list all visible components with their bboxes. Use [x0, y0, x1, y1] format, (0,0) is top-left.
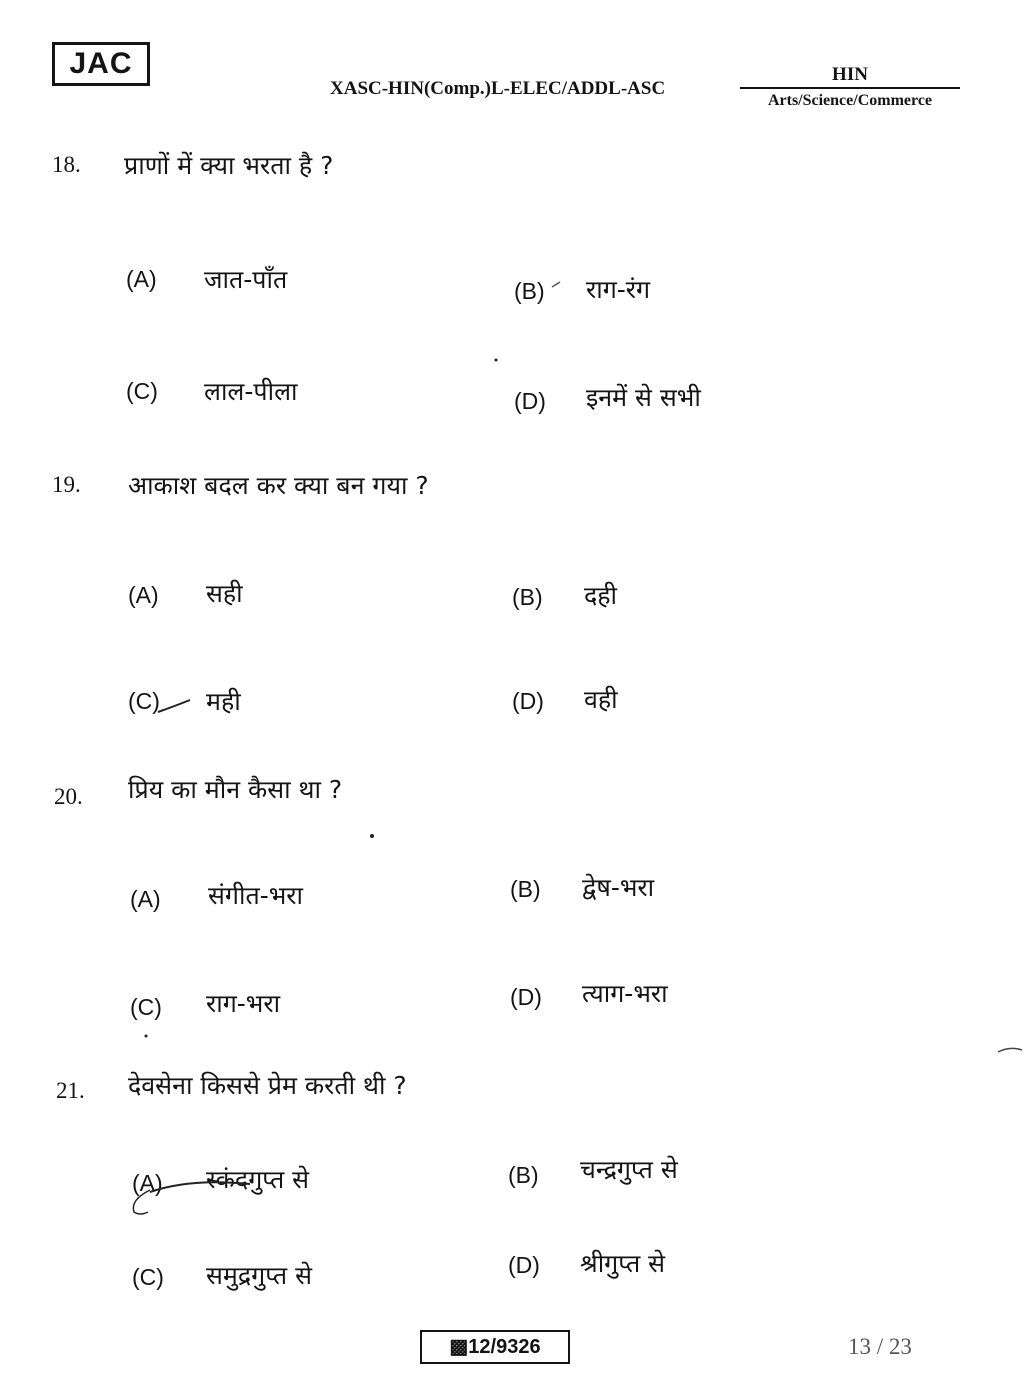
question-number: 19. [52, 472, 81, 497]
option-text: समुद्रगुप्त से [206, 1261, 312, 1290]
option-label: (A) [128, 582, 159, 608]
option-label: (B) [510, 876, 541, 902]
option-text: दही [584, 581, 618, 610]
footer-code-text: 12/9326 [468, 1336, 541, 1358]
option-text: लाल-पीला [204, 377, 298, 406]
option-label: (B) [514, 278, 545, 304]
streams-label: Arts/Science/Commerce [767, 92, 933, 109]
option-text: द्वेष-भरा [582, 873, 655, 902]
option-text: वही [584, 685, 618, 714]
question-text: प्राणों में क्या भरता है ? [124, 151, 334, 180]
barcode-icon: ▩ [449, 1336, 469, 1358]
option-text: स्कंदगुप्त से [206, 1165, 310, 1194]
question-text: आकाश बदल कर क्या बन गया ? [128, 471, 429, 500]
option-label: (C) [132, 1264, 164, 1290]
option-text: राग-रंग [586, 275, 651, 304]
footer-code [420, 1330, 570, 1364]
option-label: (D) [512, 688, 544, 714]
paper-code: XASC-HIN(Comp.)L-ELEC/ADDL-ASC [330, 78, 666, 99]
option-label: (C) [128, 688, 160, 714]
question-number: 20. [54, 784, 83, 809]
question-number: 18. [52, 152, 81, 177]
option-label: (C) [126, 378, 158, 404]
option-text: त्याग-भरा [582, 979, 668, 1008]
option-label: (B) [512, 584, 543, 610]
option-text: जात-पाँत [204, 265, 288, 294]
option-label: (B) [508, 1162, 539, 1188]
option-text: श्रीगुप्त से [580, 1249, 666, 1278]
option-label: (D) [510, 984, 542, 1010]
question-number: 21. [56, 1078, 85, 1103]
option-text: मही [206, 687, 241, 716]
question-text: देवसेना किससे प्रेम करती थी ? [128, 1071, 407, 1100]
option-text: संगीत-भरा [208, 881, 303, 910]
option-text: इनमें से सभी [586, 383, 701, 412]
option-label: (A) [132, 1170, 163, 1196]
option-label: (A) [126, 266, 157, 292]
option-label: (D) [508, 1252, 540, 1278]
option-text: चन्द्रगुप्त से [580, 1155, 678, 1184]
option-text: सही [206, 579, 243, 608]
option-label: (A) [130, 886, 161, 912]
option-label: (D) [514, 388, 546, 414]
question-text: प्रिय का मौन कैसा था ? [128, 775, 343, 804]
jac-logo: JAC [52, 42, 150, 86]
option-text: राग-भरा [206, 989, 281, 1018]
option-label: (C) [130, 994, 162, 1020]
page-number: 13 / 23 [848, 1334, 912, 1359]
subject-code: HIN [740, 64, 960, 89]
